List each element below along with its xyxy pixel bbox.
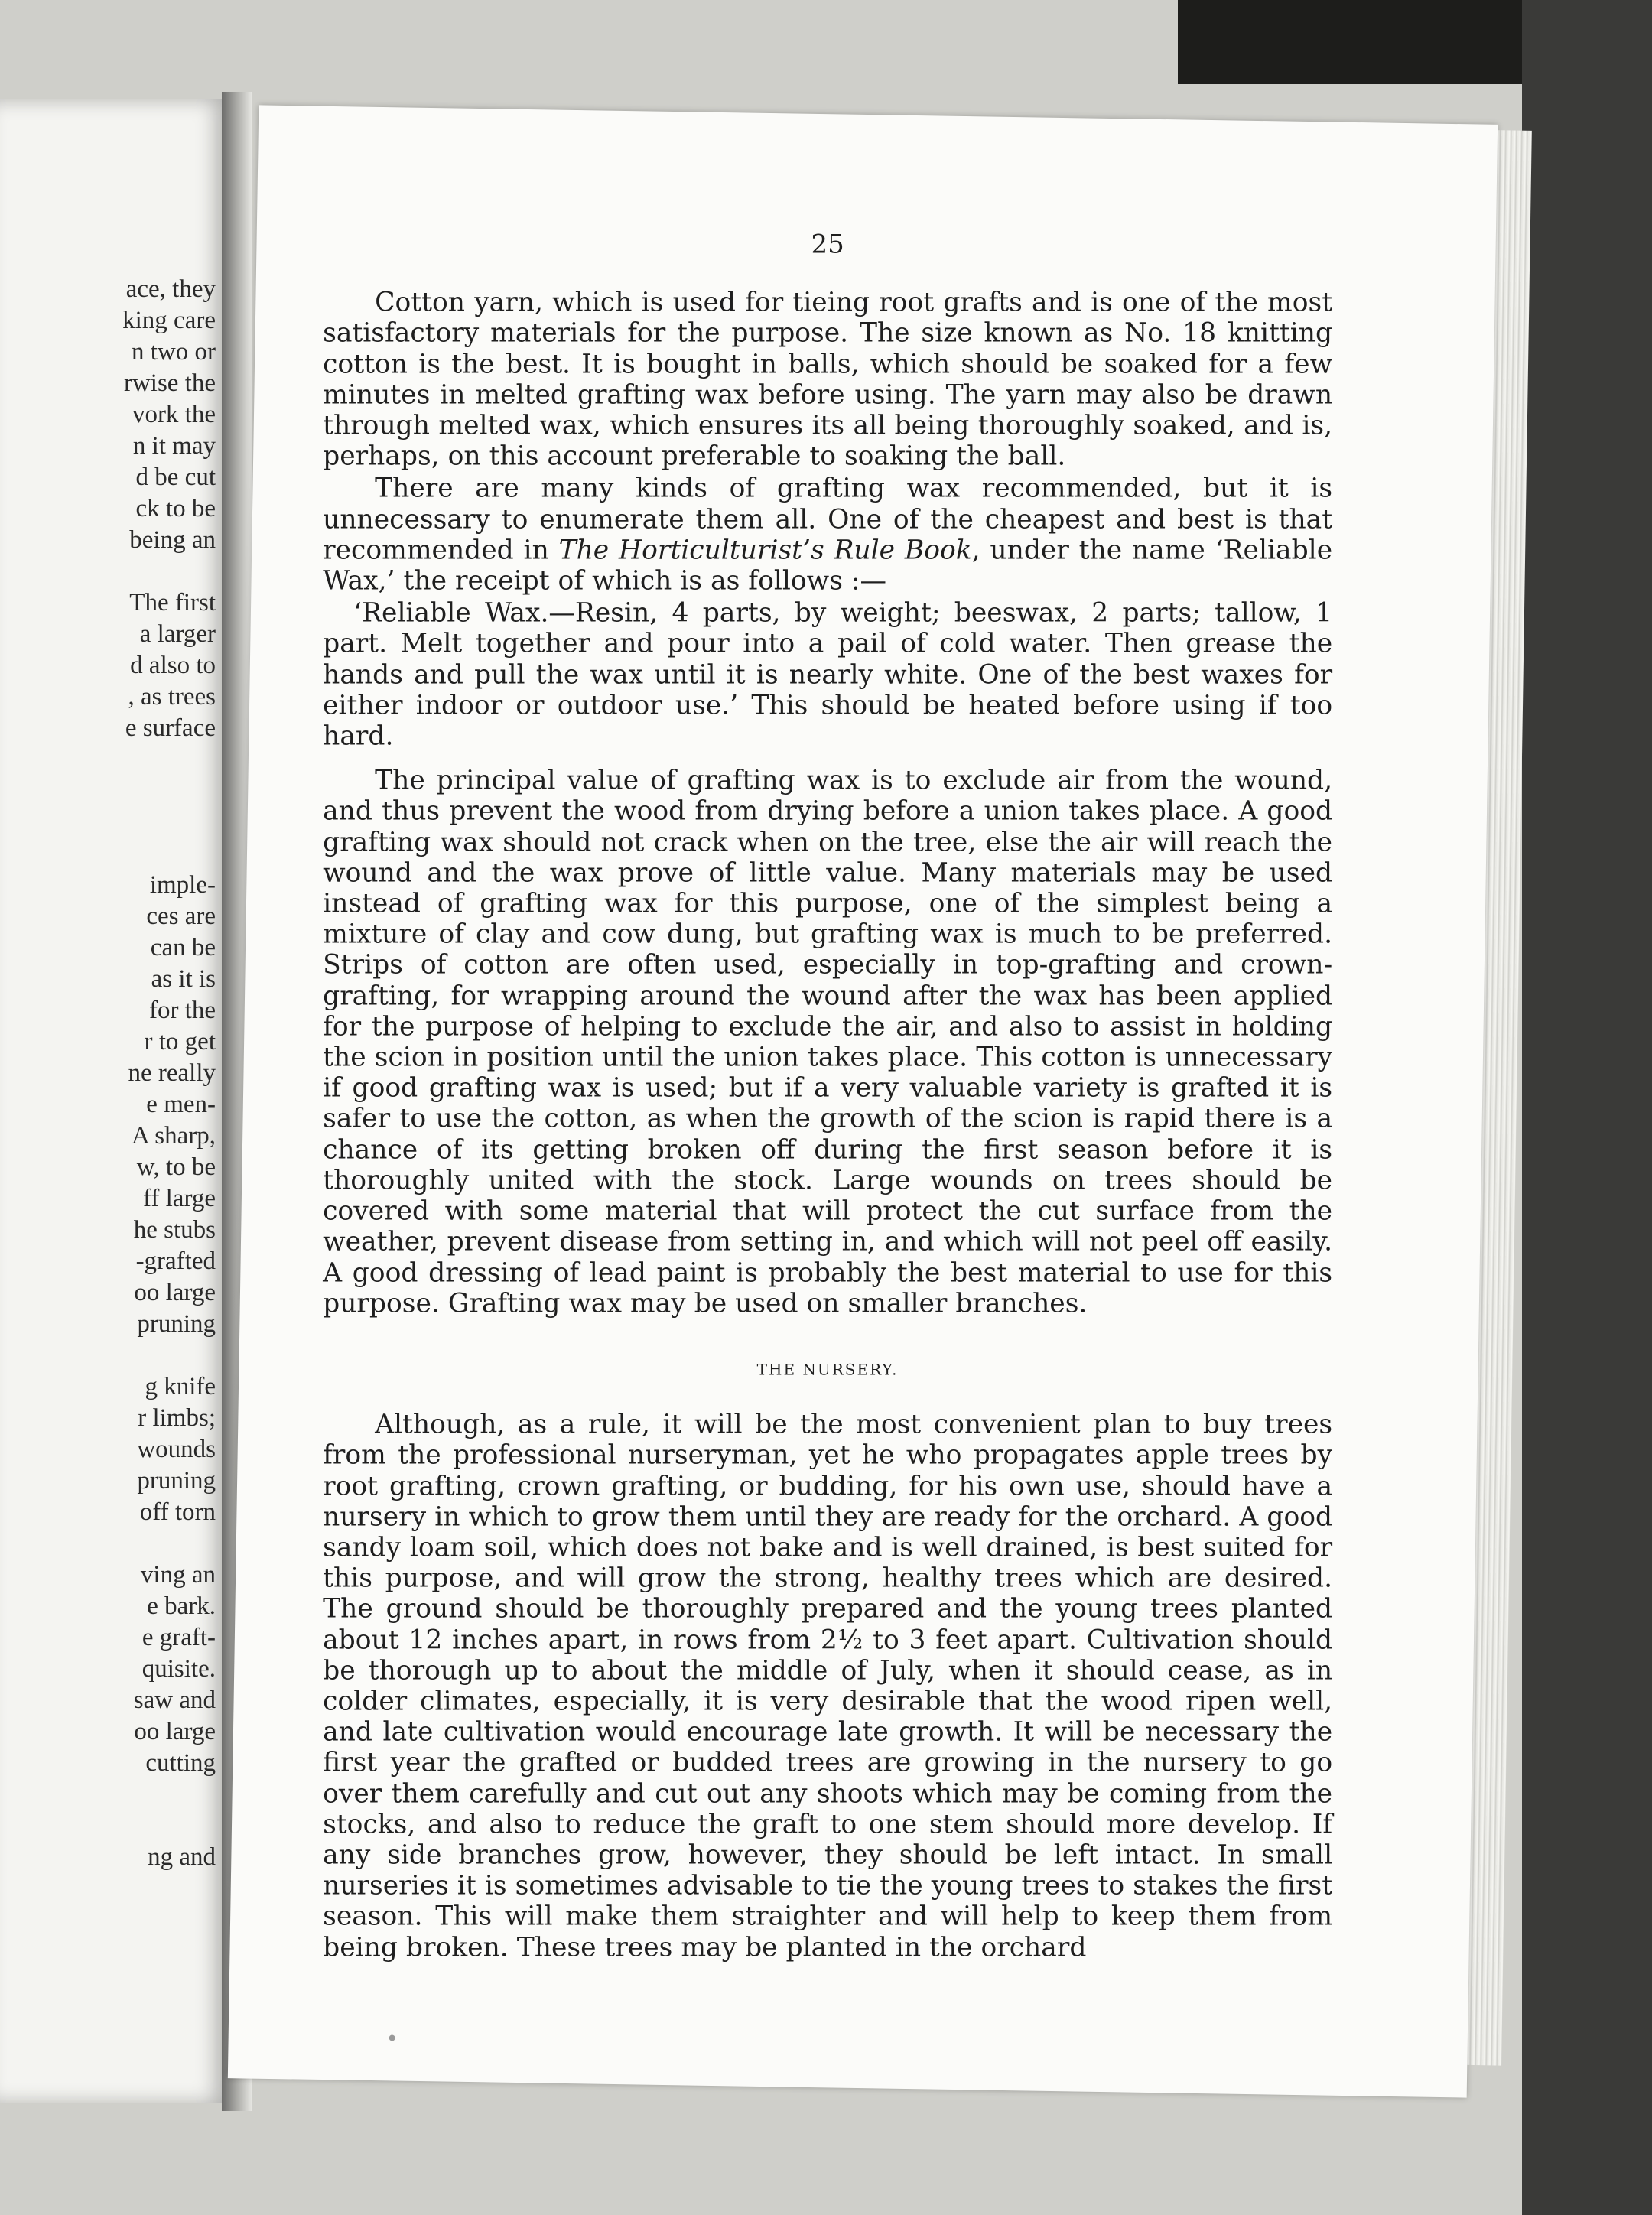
left-page-line (0, 1810, 216, 1842)
paragraph-grafting-wax-kinds-text-start: There are many kinds of grafting wax recommended, but it is unnecessary to enumerate them all. One of the cheapest and best is that recommended in (323, 473, 1333, 566)
left-page-line: off torn (139, 1498, 216, 1526)
left-page-line: n two or (132, 338, 216, 366)
left-page-line: being an (129, 526, 216, 554)
left-page-line: wounds (137, 1436, 216, 1463)
paper-speck (389, 2034, 395, 2041)
left-page-line: king care (122, 307, 216, 334)
left-page-line: quisite. (141, 1655, 216, 1683)
left-page-line: pruning (137, 1467, 216, 1495)
left-page-line (0, 1528, 216, 1560)
left-page-line: a larger (139, 620, 216, 648)
left-page-line: e men- (146, 1091, 216, 1118)
left-page-line: The first (129, 589, 216, 616)
left-page-line: n it may (132, 432, 216, 460)
paragraph-grafting-wax-kinds-text-end: , under the name ‘Reliable Wax,’ the receipt of which is as follows :— (323, 535, 1333, 597)
left-page-line: cutting (145, 1749, 216, 1777)
left-page-line: ving an (140, 1561, 216, 1589)
paragraph-nursery: Although, as a rule, it will be the most convenient plan to buy trees from the professional nurseryman, yet he who propagates apple trees by root grafting, crown grafting, or budding, for his own use, should have a nursery in which to grow them until they are ready for the orchard. A good sandy loam soil, which does not bake and is well drained, is best suited for this purpose, and will grow the strong, healthy trees which are desired. The ground should be thoroughly prepared and the young trees planted about 12 inches apart, in rows from 2½ to 3 feet apart. Cultivation should be thorough up to about the middle of July, when it should cease, as in colder climates, especially, it is very desirable that the wood ripen well, and late cultivation would encourage late growth. It will be necessary the first year the grafted or budded trees are growing in the nursery to go over them carefully and cut out any shoots which may be coming from the stocks, and also to reduce the graft to one stem should more develop. If any side branches grow, however, they should be left intact. In small nurseries it is sometimes advisable to tie the young trees to stakes the first season. This will make them straighter and will help to keep them from being broken. These trees may be planted in the orchard (323, 1409, 1333, 1963)
scanner-shadow-right (1522, 0, 1652, 2215)
left-page-line: as it is (151, 965, 216, 993)
paragraph-reliable-wax-recipe: ‘Reliable Wax.—Resin, 4 parts, by weight; beeswax, 2 parts; tallow, 1 part. Melt together and pour into a pail of cold water. Then grease the hands and pull the wax until it is nearly white. One of the best waxes for either indoor or outdoor use.’ This should be heated before using if too hard. (323, 597, 1333, 752)
left-page-line: rwise the (123, 369, 216, 397)
book-title-italic: The Horticulturist’s Rule Book (558, 535, 972, 566)
left-page-line: for the (148, 997, 216, 1024)
section-heading-nursery: THE NURSERY. (756, 1360, 899, 1379)
paragraph-cotton-yarn: Cotton yarn, which is used for tieing root grafts and is one of the most satisfactory materials for the purpose. The size known as No. 18 knitting cotton is the best. It is bought in balls, which should be soaked for a few minutes in melted grafting wax before using. The yarn may also be drawn through melted wax, which ensures its all being thoroughly soaked, and is, perhaps, on this account preferable to soaking the ball. (323, 287, 1333, 472)
left-page-line: oo large (134, 1279, 216, 1306)
paragraph-principal-value: The principal value of grafting wax is to exclude air from the wound, and thus prevent the wood from drying before a union takes place. A good grafting wax should not crack when on the tree, else the air will reach the wound and the wax prove of little value. Many materials may be used instead of grafting wax for this purpose, one of the simplest being a mixture of clay and cow dung, but grafting wax is much to be preferred. Strips of cotton are often used, especially in top-grafting and crown-grafting, for wrapping around the wound after the wax has been applied for the purpose of helping to exclude the air, and also to assist in holding the scion in position until the union takes place. This cotton is unnecessary if good grafting wax is used; but if a very valuable variety is grafted it is safer to use the cotton, as when the growth of the scion is rapid there is a chance of its getting broken off during the first season before it is thoroughly united with the stock. Large wounds on trees should be covered with some material that will protect the cut surface from the weather, prevent disease from setting in, and which will not peel off easily. A good dressing of lead paint is probably the best material to use for this purpose. Grafting wax may be used on smaller branches. (323, 765, 1333, 1319)
left-page-line: r limbs; (138, 1404, 216, 1432)
left-page-line: vork the (132, 401, 216, 428)
left-page-line: pruning (137, 1310, 216, 1338)
left-page-line: saw and (133, 1686, 216, 1714)
left-page-line: d be cut (135, 463, 216, 491)
left-page-line: ng and (148, 1843, 216, 1871)
left-page-text-fragments (0, 274, 216, 1873)
left-page-line: r to get (144, 1028, 216, 1055)
left-page-line: e surface (125, 714, 216, 742)
left-page-line: imple- (149, 871, 216, 899)
left-page-line: A sharp, (132, 1122, 216, 1150)
left-facing-page (0, 99, 229, 2103)
left-page-line: ace, they (125, 275, 216, 303)
left-page-line: d also to (130, 652, 216, 679)
left-page-line: , as trees (128, 683, 216, 711)
left-page-line: oo large (134, 1718, 216, 1745)
left-page-line (0, 838, 216, 870)
left-page-line (0, 1779, 216, 1810)
left-page-line: w, to be (136, 1153, 216, 1181)
left-page-line: can be (150, 934, 216, 961)
left-page-line: he stubs (133, 1216, 216, 1244)
left-page-line: g knife (145, 1373, 216, 1400)
left-page-line: ces are (146, 903, 216, 930)
left-page-line (0, 556, 216, 587)
left-page-line: ne really (128, 1059, 216, 1087)
left-page-line: ck to be (135, 495, 216, 522)
page-content (323, 229, 1332, 1963)
left-page-line: -grafted (135, 1247, 216, 1275)
left-page-line: ff large (143, 1185, 216, 1212)
right-page (228, 105, 1498, 2097)
left-page-line: e graft- (141, 1624, 216, 1651)
page-number: 25 (811, 229, 844, 260)
left-page-line: e bark. (147, 1592, 216, 1620)
left-page-line (0, 776, 216, 807)
paragraph-grafting-wax-kinds (323, 473, 1332, 597)
left-page-line (0, 744, 216, 776)
left-page-line (0, 1340, 216, 1371)
left-page-line (0, 807, 216, 838)
